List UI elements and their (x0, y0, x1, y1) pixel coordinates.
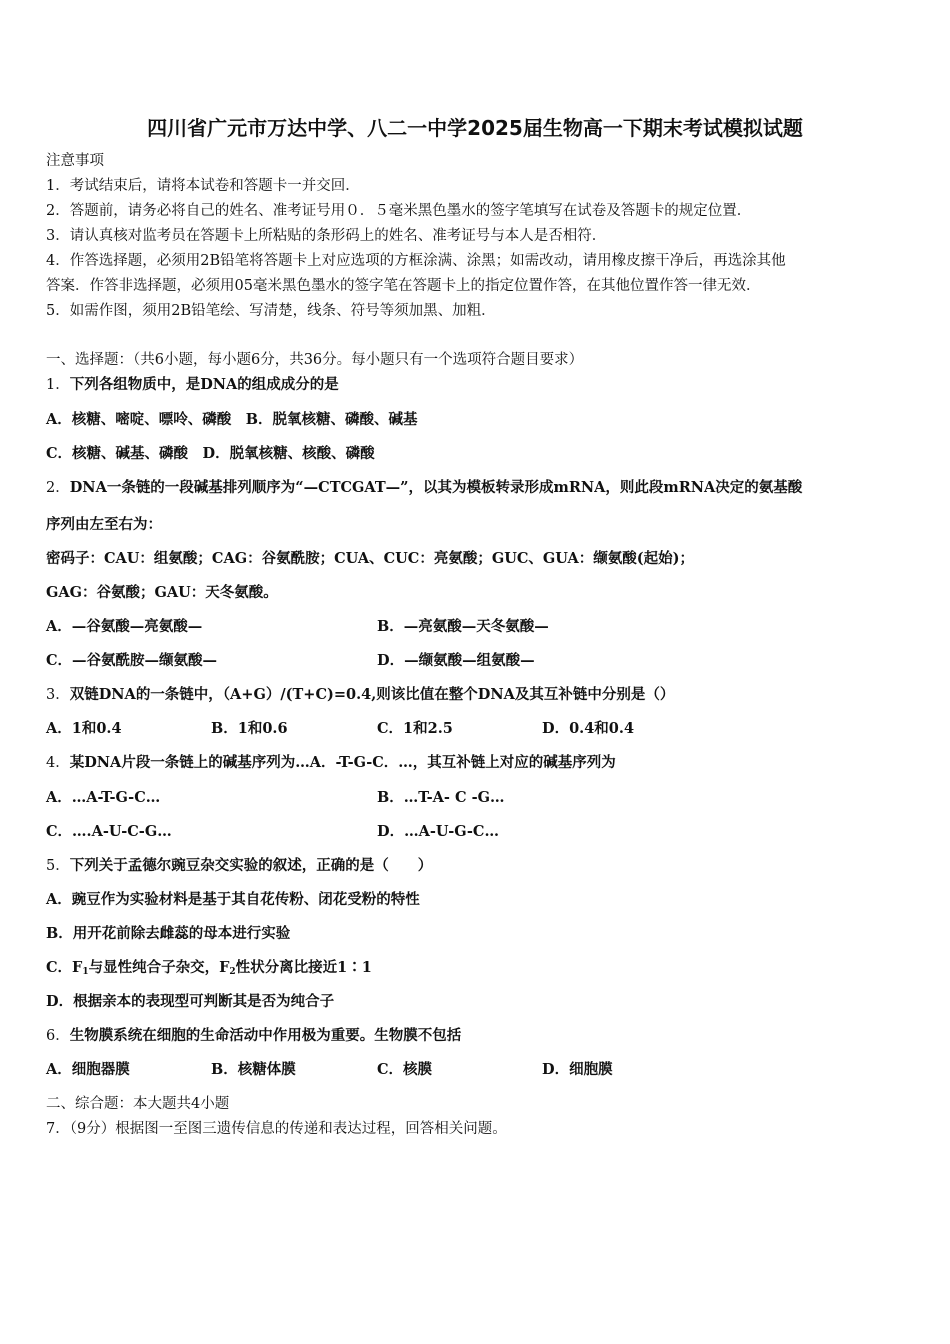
question-5 (46, 856, 910, 876)
q3-option-c: C．1和2.5 (377, 720, 453, 737)
q5-option-b: B．用开花前除去雌蕊的母本进行实验 (46, 925, 291, 942)
notice-item-4: 4．作答选择题，必须用2B铅笔将答题卡上对应选项的方框涂满、涂黑；如需改动，请用橡皮擦干净后，再选涂其他 (46, 253, 786, 269)
q3-option-d: D．0.4和0.4 (542, 720, 635, 737)
question-number: 1． (46, 377, 70, 393)
q3-option-a: A．1和0.4 (46, 720, 122, 737)
q6-option-a: A．细胞器膜 (46, 1061, 130, 1078)
q4-option-a: A．…A-T-G-C… (46, 789, 161, 806)
q3-option-b: B．1和0.6 (211, 720, 288, 737)
q5-option-c (46, 958, 910, 982)
question-stem: 下列各组物质中，是DNA的组成成分的是 (69, 376, 339, 393)
question-7 (46, 1119, 910, 1139)
q2-option-a: A．—谷氨酸—亮氨酸— (46, 618, 203, 635)
notice-item-3: 3．请认真核对监考员在答题卡上所粘贴的条形码上的姓名、准考证号与本人是否相符． (46, 228, 607, 244)
q4-option-d: D．…A-U-G-C… (377, 823, 499, 840)
question-stem: 某DNA片段一条链上的碱基序列为…A．-T-G-C．…，其互补链上对应的碱基序列为 (69, 754, 616, 771)
q6-option-b: B．核糖体膜 (211, 1061, 296, 1078)
question-6 (46, 1026, 910, 1046)
section-2-heading: 二、综合题：本大题共4小题 (46, 1096, 230, 1112)
question-number: 7． (46, 1121, 70, 1137)
q4-option-c: C．….A-U-C-G… (46, 823, 172, 840)
question-3 (46, 685, 910, 705)
subscript: 1 (82, 967, 89, 977)
q6-option-c: C．核膜 (377, 1061, 433, 1078)
q5-option-a: A．豌豆作为实验材料是基于其自花传粉、闭花受粉的特性 (46, 891, 420, 908)
q1-options-cd: C．核糖、碱基、磷酸 D．脱氧核糖、核酸、磷酸 (46, 445, 375, 462)
q6-option-d: D．细胞膜 (542, 1061, 613, 1078)
page-title: 四川省广元市万达中学、八二一中学2025届生物高一下期末考试模拟试题 (147, 116, 803, 140)
question-stem: 下列关于孟德尔豌豆杂交实验的叙述，正确的是（ ） (69, 857, 433, 874)
notice-item-5: 5．如需作图，须用2B铅笔绘、写清楚，线条、符号等须加黑、加粗． (46, 303, 496, 319)
question-stem: DNA一条链的一段碱基排列顺序为“—CTCGAT—”，以其为模板转录形成mRNA，则此段mRNA决定的氨基酸 (69, 479, 803, 496)
notice-item-2: 2．答题前，请务必将自己的姓名、准考证号用０．５毫米黑色墨水的签字笔填写在试卷及答题卡的规定位置． (46, 203, 752, 219)
q1-options-ab: A．核糖、嘧啶、嘌呤、磷酸 B．脱氧核糖、磷酸、碱基 (46, 411, 418, 428)
notice-heading: 注意事项 (46, 153, 104, 169)
question-number: 4． (46, 755, 70, 771)
q2-stem-cont: 序列由左至右为： (46, 516, 162, 533)
question-stem: （9分）根据图一至图三遗传信息的传递和表达过程，回答相关问题。 (69, 1121, 507, 1137)
question-number: 3． (46, 687, 70, 703)
q5-option-c-text: C．F (46, 959, 83, 976)
q2-codon-table-1: 密码子：CAU：组氨酸；CAG：谷氨酰胺；CUA、CUC：亮氨酸；GUC、GUA：缬氨酸(起始)； (46, 550, 694, 567)
q2-option-b: B．—亮氨酸—天冬氨酸— (377, 618, 549, 635)
question-number: 5． (46, 858, 70, 874)
q5-option-c-text: 性状分离比接近1∶1 (235, 959, 372, 976)
notice-item-4-cont: 答案．作答非选择题，必须用05毫米黑色墨水的签字笔在答题卡上的指定位置作答，在其他位置作答一律无效． (46, 278, 761, 294)
q2-option-d: D．—缬氨酸—组氨酸— (377, 652, 535, 669)
question-4 (46, 753, 910, 773)
q2-codon-table-2: GAG：谷氨酸；GAU：天冬氨酸。 (46, 584, 278, 601)
q5-option-c-text: 与显性纯合子杂交，F (88, 959, 230, 976)
q2-option-c: C．—谷氨酰胺—缬氨酸— (46, 652, 218, 669)
question-2 (46, 478, 910, 498)
subscript: 2 (229, 967, 236, 977)
section-1-heading: 一、选择题：（共6小题，每小题6分，共36分。每小题只有一个选项符合题目要求） (46, 352, 584, 368)
question-stem: 双链DNA的一条链中，（A+G）/(T+C)=0.4,则该比值在整个DNA及其互补链中分别是（） (69, 686, 675, 703)
question-stem: 生物膜系统在细胞的生命活动中作用极为重要。生物膜不包括 (69, 1027, 462, 1044)
question-number: 2． (46, 480, 70, 496)
q4-option-b: B．…T-A- C -G… (377, 789, 505, 806)
notice-item-1: 1．考试结束后，请将本试卷和答题卡一并交回． (46, 178, 360, 194)
question-number: 6． (46, 1028, 70, 1044)
q5-option-d: D．根据亲本的表现型可判断其是否为纯合子 (46, 993, 335, 1010)
question-1 (46, 375, 910, 395)
